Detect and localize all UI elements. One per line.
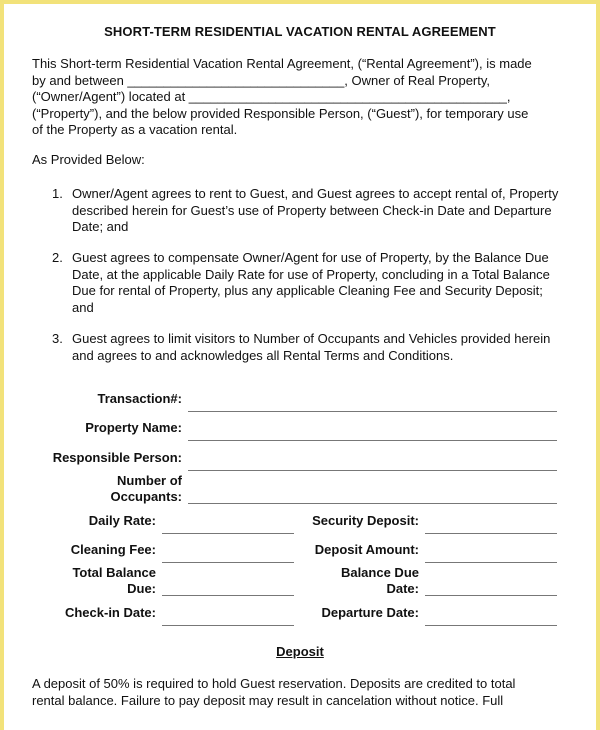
provided-below-text: As Provided Below: [32, 152, 145, 167]
balance-due-label [284, 565, 419, 597]
occupants-label-line: Occupants: [110, 489, 182, 504]
term-text: Guest agrees to limit visitors to Number of Occupants and Vehicles provided herein and agrees to and acknowledges all Rental Terms and Conditions. [72, 331, 551, 363]
deposit-line: rental balance. Failure to pay deposit may result in cancelation without notice. Full [32, 692, 504, 708]
term-text: Owner/Agent agrees to rent to Guest, and Guest agrees to accept rental of, Property described herein for Guest’s use of Property between Check-in Date and Departure Date; and [72, 186, 559, 234]
departure-date-label: Departure Date: [321, 605, 419, 620]
checkin-date-label: Check-in Date: [64, 605, 156, 620]
transaction-line[interactable] [188, 411, 557, 412]
term-text: Guest agrees to compensate Owner/Agent for use of Property, by the Balance Due Date, at the applicable Daily Rate for use of Property, concluding in a Total Balance Due for rental of Property, plus any applicable Cleaning Fee and Security Deposit; and [72, 250, 550, 315]
security-deposit-label: Security Deposit: [312, 513, 419, 528]
deposit-amount-line[interactable] [425, 562, 557, 563]
document-title: SHORT-TERM RESIDENTIAL VACATION RENTAL AGREEMENT [104, 24, 496, 39]
deposit-paragraph [32, 676, 560, 709]
cleaning-fee-label: Cleaning Fee: [70, 542, 156, 557]
intro-line: by and between ______________________________, Owner of Real Property, [32, 72, 491, 88]
deposit-line: A deposit of 50% is required to hold Guest reservation. Deposits are credited to total [32, 676, 516, 691]
deposit-heading: Deposit [276, 644, 324, 659]
daily-rate-line[interactable] [162, 533, 294, 534]
balance-due-label-line: Balance Due [340, 565, 419, 580]
term-number: 1. [52, 186, 63, 201]
checkin-date-line[interactable] [162, 625, 294, 626]
deposit-amount-label: Deposit Amount: [314, 542, 419, 557]
security-deposit-line[interactable] [425, 533, 557, 534]
document-page [4, 4, 596, 730]
responsible-person-label: Responsible Person: [52, 450, 182, 465]
property-name-line[interactable] [188, 440, 557, 441]
intro-line: (“Property”), and the below provided Responsible Person, (“Guest”), for temporary use [32, 105, 529, 121]
occupants-label [32, 473, 182, 505]
total-balance-label-line: Due: [127, 581, 156, 596]
responsible-person-line[interactable] [188, 470, 557, 471]
term-number: 3. [52, 331, 63, 346]
intro-paragraph [32, 56, 560, 139]
balance-due-label-line: Date: [386, 581, 419, 596]
term-number: 2. [52, 250, 63, 265]
intro-line: (“Owner/Agent”) located at ____________________________________________, [32, 89, 511, 104]
cleaning-fee-line[interactable] [162, 562, 294, 563]
transaction-label: Transaction#: [97, 391, 182, 406]
total-balance-label [24, 565, 156, 597]
total-balance-line[interactable] [162, 595, 294, 596]
intro-line: of the Property as a vacation rental. [32, 122, 238, 137]
departure-date-line[interactable] [425, 625, 557, 626]
balance-due-line[interactable] [425, 595, 557, 596]
occupants-label-line: Number of [117, 473, 182, 488]
property-name-label: Property Name: [85, 420, 182, 435]
occupants-line[interactable] [188, 503, 557, 504]
total-balance-label-line: Total Balance [72, 565, 156, 580]
intro-line: This Short-term Residential Vacation Rental Agreement, (“Rental Agreement”), is made [32, 56, 532, 71]
daily-rate-label: Daily Rate: [88, 513, 156, 528]
